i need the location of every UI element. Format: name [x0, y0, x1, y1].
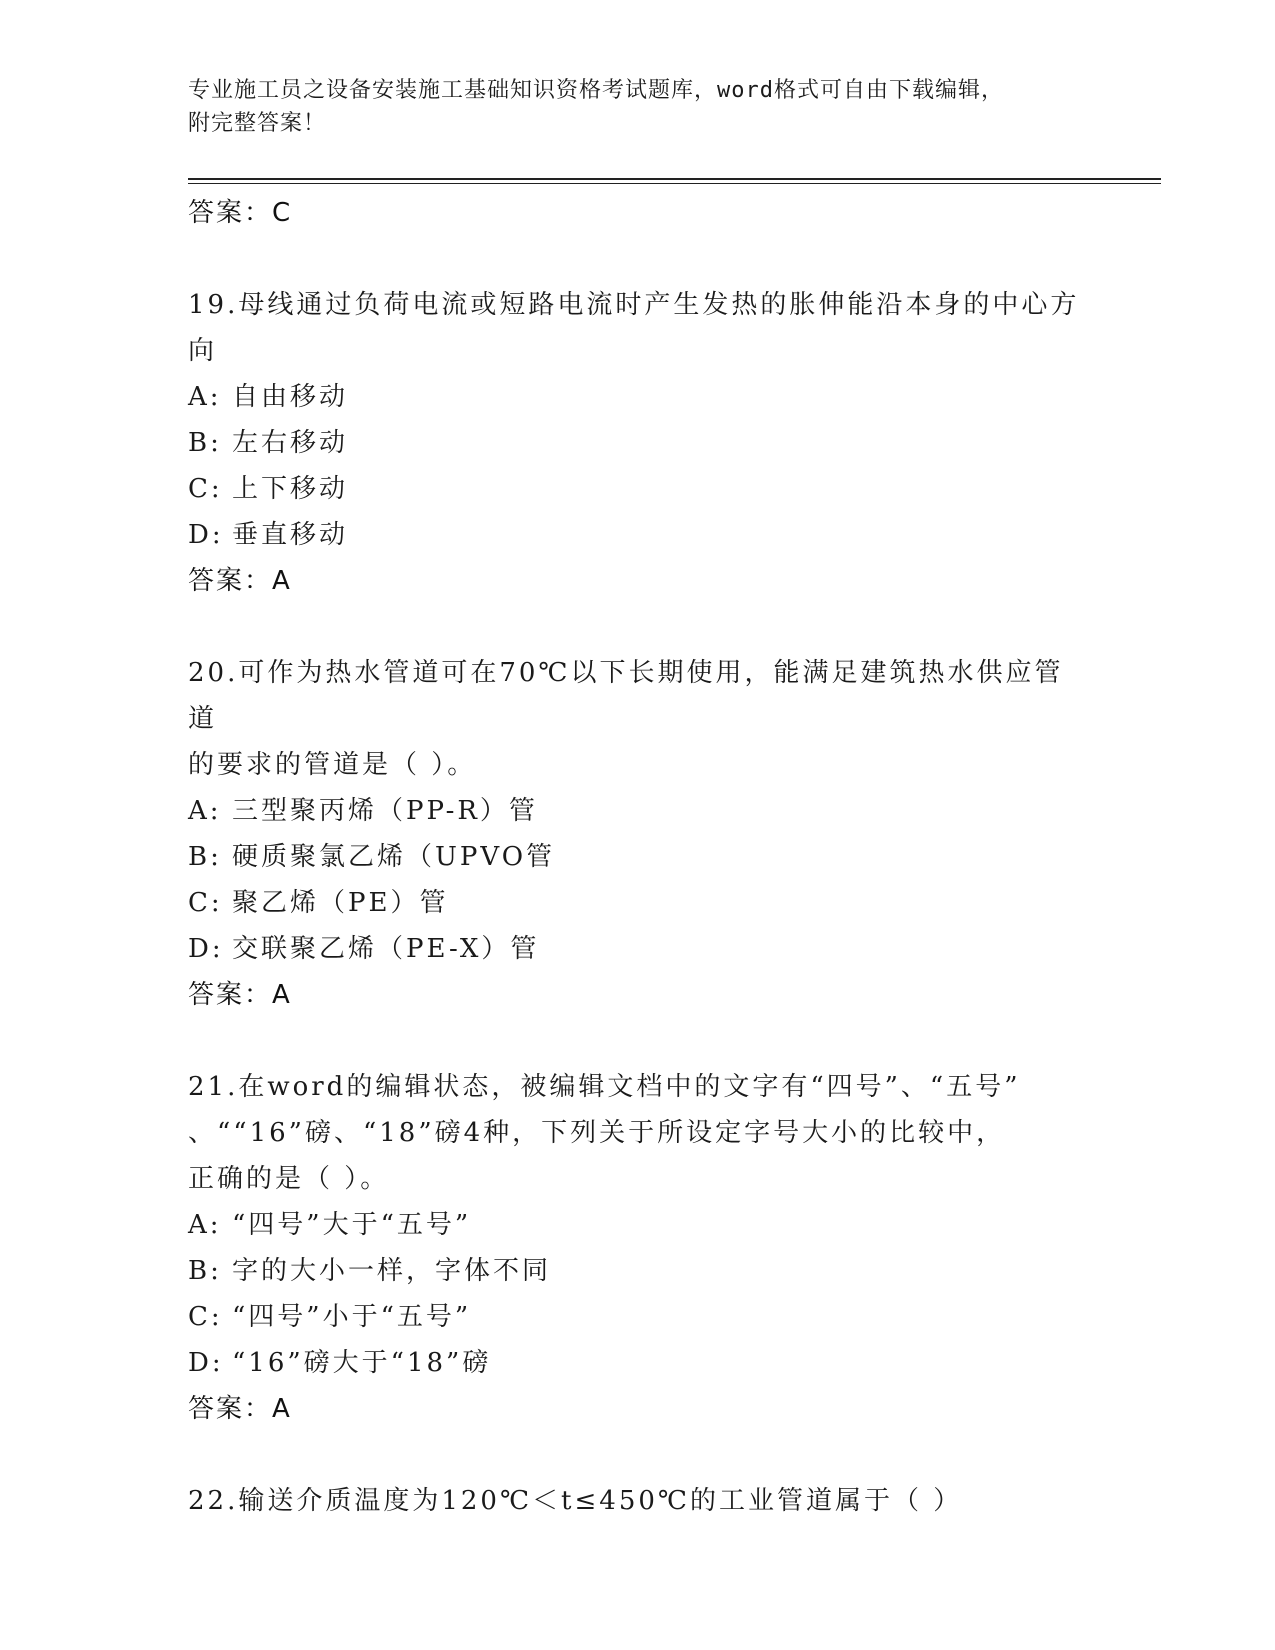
spacer	[188, 1018, 1088, 1064]
answer-label: 答案：A	[188, 566, 292, 596]
option-d	[188, 1340, 1088, 1386]
option-text: 硬质聚氯乙烯（UPVO管	[232, 842, 556, 872]
header-line-2: 附完整答案！	[188, 111, 327, 136]
question-stem-line: 向	[188, 336, 218, 366]
answer-label: 答案：A	[188, 1394, 292, 1424]
option-c	[188, 466, 1088, 512]
header-line-1: 专业施工员之设备安装施工基础知识资格考试题库，word格式可自由下载编辑，	[188, 78, 1004, 103]
option-text: 三型聚丙烯（PP-R）管	[232, 796, 538, 826]
option-a	[188, 1202, 1088, 1248]
option-key: A:	[188, 1210, 222, 1240]
question-block	[188, 282, 1088, 604]
option-key: A:	[188, 382, 222, 412]
question-stem-line: 的要求的管道是（ ）。	[188, 750, 477, 780]
question-block	[188, 1478, 1088, 1524]
option-key: C:	[188, 1302, 223, 1332]
option-text: 左右移动	[232, 428, 349, 458]
question-stem-line: 21.在word的编辑状态，被编辑文档中的文字有“四号”、“五号”	[188, 1072, 1021, 1102]
option-a	[188, 788, 1088, 834]
option-c	[188, 1294, 1088, 1340]
option-key: B:	[188, 1256, 222, 1286]
option-a	[188, 374, 1088, 420]
option-d	[188, 512, 1088, 558]
option-b	[188, 420, 1088, 466]
option-key: D:	[188, 1348, 224, 1378]
answer-label: 答案：C	[188, 198, 293, 228]
option-text: 交联聚乙烯（PE-X）管	[232, 934, 540, 964]
header-rule-thick	[188, 178, 1161, 180]
question-stem-line: 19.母线通过负荷电流或短路电流时产生发热的胀伸能沿本身的中心方	[188, 290, 1080, 320]
option-text: 字的大小一样，字体不同	[232, 1256, 552, 1286]
option-key: C:	[188, 888, 223, 918]
question-block	[188, 1064, 1088, 1432]
question-list	[188, 190, 1088, 1524]
option-key: D:	[188, 520, 224, 550]
question-stem-line: 20.可作为热水管道可在70℃以下长期使用，能满足建筑热水供应管道	[188, 658, 1064, 734]
question-block	[188, 650, 1088, 1018]
question-stem-line: 正确的是（ ）。	[188, 1164, 390, 1194]
option-key: B:	[188, 842, 222, 872]
spacer	[188, 1432, 1088, 1478]
question-stem-line: 、““16”磅、“18”磅4种，下列关于所设定字号大小的比较中，	[188, 1118, 1006, 1148]
header-rule-thin	[188, 183, 1161, 184]
option-key: B:	[188, 428, 222, 458]
option-key: C:	[188, 474, 223, 504]
option-text: “四号”小于“五号”	[232, 1302, 472, 1332]
option-text: 垂直移动	[232, 520, 349, 550]
answer-label: 答案：A	[188, 980, 292, 1010]
option-c	[188, 880, 1088, 926]
option-b	[188, 834, 1088, 880]
option-key: A:	[188, 796, 222, 826]
option-key: D:	[188, 934, 224, 964]
page-header	[188, 74, 1088, 140]
option-text: 上下移动	[232, 474, 349, 504]
option-text: 聚乙烯（PE）管	[232, 888, 449, 918]
option-d	[188, 926, 1088, 972]
spacer	[188, 236, 1088, 282]
option-text: “四号”大于“五号”	[232, 1210, 472, 1240]
option-b	[188, 1248, 1088, 1294]
spacer	[188, 604, 1088, 650]
question-stem-line: 22.输送介质温度为120℃＜t≤450℃的工业管道属于（ ）	[188, 1486, 963, 1516]
option-text: 自由移动	[232, 382, 349, 412]
option-text: “16”磅大于“18”磅	[232, 1348, 492, 1378]
